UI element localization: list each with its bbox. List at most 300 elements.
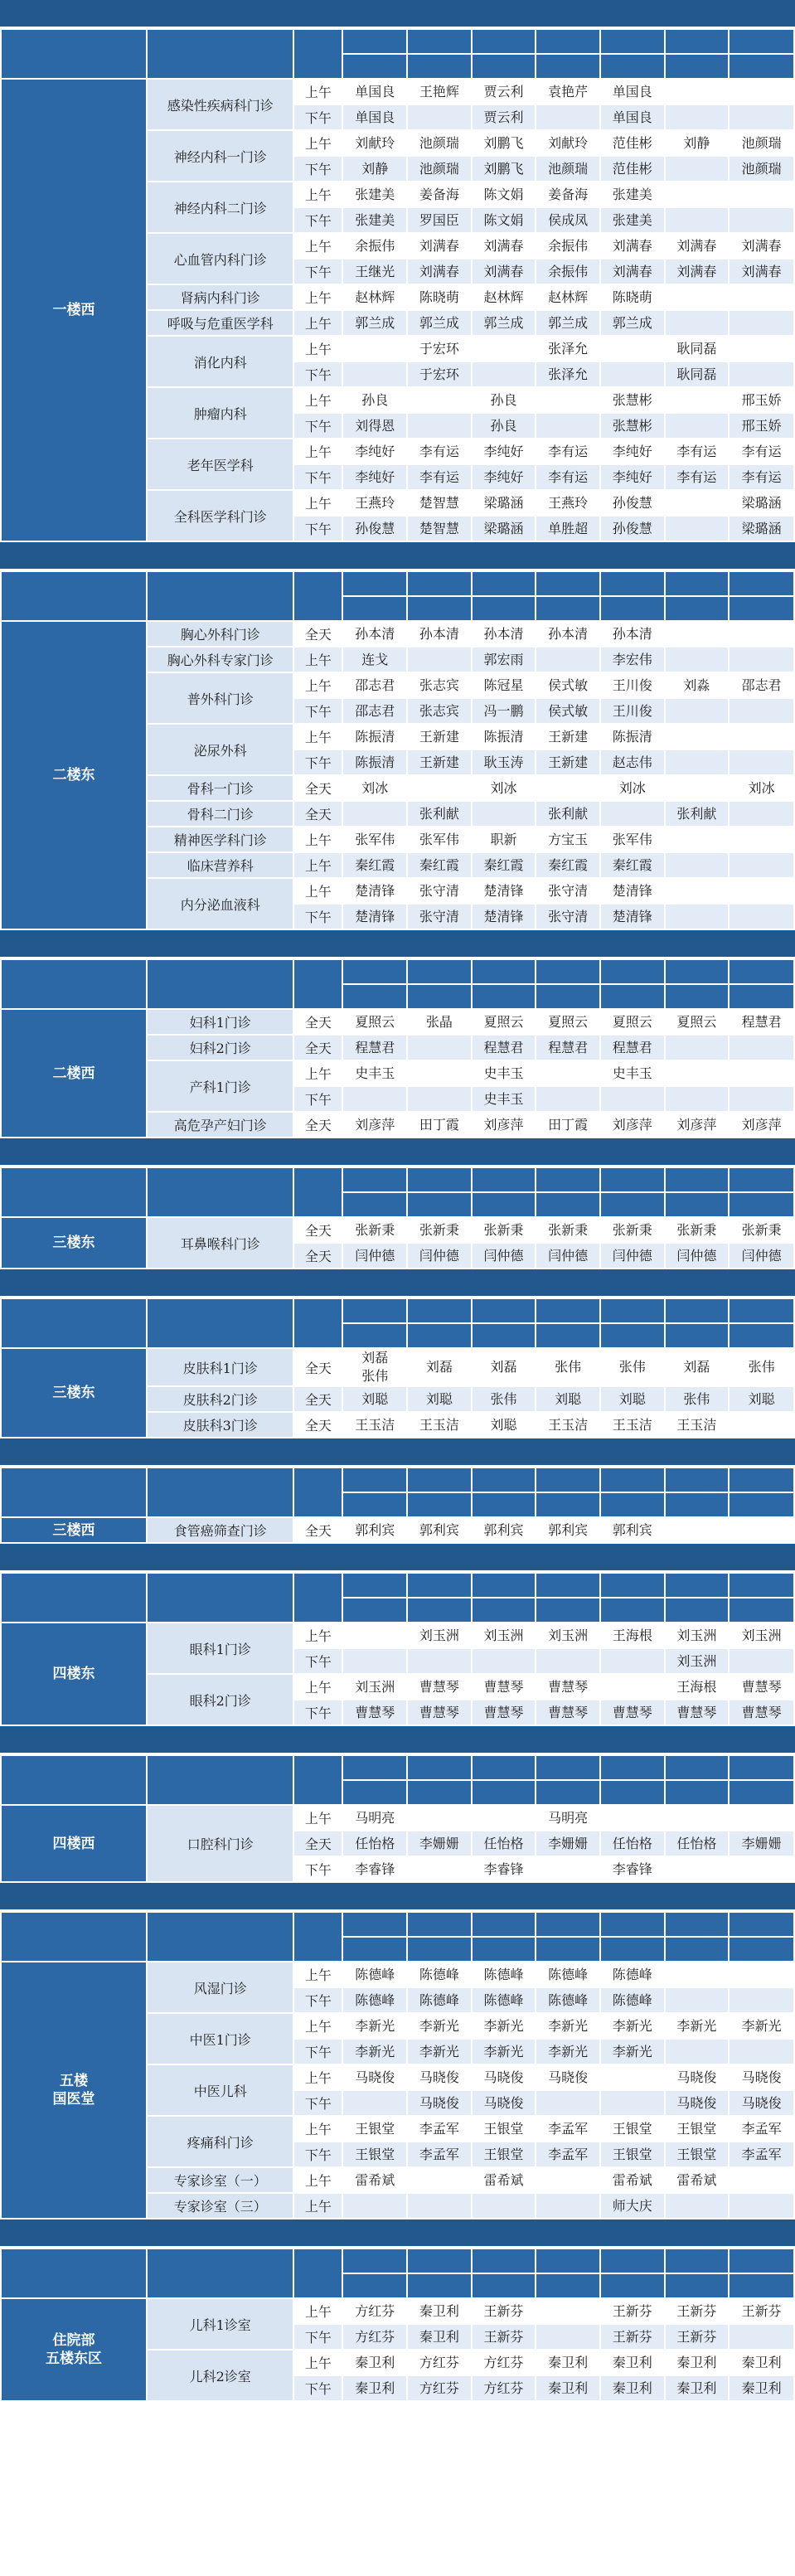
doctor-cell (342, 724, 407, 750)
doctor-cell (407, 2298, 472, 2324)
doctor-cell (665, 1243, 730, 1269)
doctor-name: 张建美 (355, 211, 395, 228)
doctor-name: 于宏环 (419, 340, 459, 357)
time-slot: 下午 (293, 2039, 342, 2064)
doctor-name: 王银堂 (676, 2120, 717, 2137)
doctor-cell (407, 1517, 472, 1543)
doctor-name: 陈振清 (355, 728, 395, 745)
doctor-name: 孙本清 (548, 625, 589, 642)
header-date (729, 2249, 794, 2273)
doctor-cell (407, 647, 472, 672)
doctor-name: 刘得恩 (355, 417, 395, 434)
doctor-cell (536, 130, 600, 156)
doctor-name: 刘献玲 (355, 134, 395, 151)
header-weekday (407, 54, 472, 79)
doctor-cell (472, 2013, 536, 2039)
doctor-cell (665, 775, 730, 801)
header-location (1, 29, 147, 79)
doctor-name: 王玉洁 (676, 1416, 717, 1433)
doctor-cell (407, 1623, 472, 1648)
doctor-cell (665, 439, 730, 464)
doctor-cell (407, 1086, 472, 1112)
header-date (665, 1912, 730, 1937)
doctor-name: 余振伟 (355, 237, 395, 254)
doctor-name: 梁璐涵 (741, 520, 782, 536)
header-date (665, 1167, 730, 1192)
doctor-cell (342, 2350, 407, 2375)
header-date (665, 29, 730, 54)
doctor-name: 王银堂 (612, 2120, 652, 2137)
doctor-name: 王玉洁 (419, 1416, 459, 1433)
header-date (600, 1167, 665, 1192)
doctor-cell (665, 1517, 730, 1543)
doctor-cell (536, 182, 600, 207)
doctor-cell (665, 1805, 730, 1831)
doctor-cell (665, 1386, 730, 1412)
doctor-cell (472, 1987, 536, 2013)
section-title (0, 1269, 795, 1298)
doctor-cell (729, 1060, 794, 1086)
doctor-name: 王川俊 (612, 702, 652, 719)
doctor-name: 侯式敏 (548, 677, 589, 693)
doctor-name: 李有运 (676, 468, 717, 485)
doctor-name: 刘鹏飞 (483, 160, 524, 177)
doctor-name: 王川俊 (612, 677, 652, 693)
dept-name: 老年医学科 (147, 439, 293, 490)
doctor-cell (472, 698, 536, 724)
doctor-cell (729, 1962, 794, 1987)
doctor-cell (536, 775, 600, 801)
doctor-name: 田丁霞 (548, 1116, 589, 1133)
doctor-cell (665, 621, 730, 647)
doctor-name: 池颜瑞 (419, 160, 459, 177)
doctor-cell (342, 182, 407, 207)
doctor-name: 李姗姗 (548, 1835, 589, 1851)
doctor-name: 王新建 (419, 754, 459, 770)
doctor-cell (600, 1009, 665, 1035)
doctor-name: 秦卫利 (548, 2354, 589, 2370)
doctor-cell (342, 207, 407, 233)
time-slot: 上午 (293, 182, 342, 207)
header-weekday (665, 54, 730, 79)
doctor-name: 单国良 (355, 83, 395, 99)
doctor-cell (729, 1217, 794, 1243)
doctor-name: 郭兰成 (548, 314, 589, 331)
doctor-name: 刘磊 张伟 (361, 1350, 389, 1384)
doctor-cell (729, 2324, 794, 2350)
doctor-name: 马晓俊 (419, 2069, 459, 2085)
doctor-name: 刘满春 (612, 237, 652, 254)
doctor-cell (536, 2142, 600, 2167)
doctor-cell (472, 2298, 536, 2324)
doctor-cell (342, 672, 407, 698)
header-date (472, 1912, 536, 1937)
doctor-name: 刘冰 (748, 779, 775, 796)
doctor-cell (407, 2350, 472, 2375)
doctor-cell (665, 1623, 730, 1648)
doctor-name: 单胜超 (548, 520, 589, 536)
header-date (472, 1298, 536, 1323)
doctor-name: 李有运 (741, 443, 782, 459)
time-slot: 下午 (293, 413, 342, 439)
time-slot: 上午 (293, 490, 342, 516)
time-slot: 全天 (293, 775, 342, 801)
section-title (0, 2219, 795, 2248)
doctor-cell (665, 1648, 730, 1674)
doctor-name: 楚清锋 (612, 908, 652, 924)
header-date (536, 1167, 600, 1192)
doctor-cell (729, 1856, 794, 1882)
doctor-name: 雷希斌 (676, 2171, 717, 2188)
doctor-cell (342, 1700, 407, 1725)
header-dept (147, 1573, 293, 1623)
doctor-cell (472, 2090, 536, 2116)
doctor-cell (536, 621, 600, 647)
doctor-cell (665, 516, 730, 541)
time-slot: 上午 (293, 852, 342, 878)
doctor-name: 任怡格 (355, 1835, 395, 1851)
dept-name: 眼科2门诊 (147, 1674, 293, 1725)
doctor-name: 秦卫利 (741, 2380, 782, 2396)
doctor-cell (342, 1674, 407, 1700)
doctor-cell (729, 2142, 794, 2167)
doctor-cell (536, 2039, 600, 2064)
dept-name: 儿科1诊室 (147, 2298, 293, 2350)
doctor-name: 闫仲德 (612, 1247, 652, 1264)
doctor-cell (407, 1831, 472, 1856)
dept-name: 产科1门诊 (147, 1060, 293, 1112)
doctor-cell (729, 310, 794, 336)
doctor-cell (665, 1217, 730, 1243)
doctor-name: 闫仲德 (741, 1247, 782, 1264)
doctor-cell (536, 647, 600, 672)
doctor-name: 池颜瑞 (419, 134, 459, 151)
doctor-cell (600, 1112, 665, 1138)
doctor-name: 张慧彬 (612, 417, 652, 434)
location-cell (1, 79, 147, 541)
doctor-cell (536, 852, 600, 878)
header-date-row (1, 1755, 794, 1780)
header-weekday (665, 1780, 730, 1805)
doctor-name: 孙良 (361, 391, 389, 408)
table-row (1, 621, 794, 647)
doctor-cell (729, 361, 794, 387)
doctor-cell (600, 284, 665, 310)
doctor-cell (536, 490, 600, 516)
doctor-cell (472, 104, 536, 130)
header-dept (147, 1298, 293, 1348)
time-slot: 全天 (293, 1831, 342, 1856)
doctor-name: 王银堂 (612, 2146, 652, 2162)
doctor-name: 刘玉洲 (419, 1627, 459, 1643)
doctor-cell (472, 1386, 536, 1412)
doctor-name: 闫仲德 (548, 1247, 589, 1264)
doctor-name: 方红芬 (355, 2302, 395, 2319)
dept-name: 儿科2诊室 (147, 2350, 293, 2401)
doctor-name: 刘满春 (741, 237, 782, 254)
dept-name: 心血管内科门诊 (147, 233, 293, 284)
doctor-cell (472, 413, 536, 439)
header-weekday (407, 1937, 472, 1962)
doctor-name: 赵林辉 (548, 289, 589, 305)
doctor-name: 秦卫利 (741, 2354, 782, 2370)
doctor-cell (472, 1962, 536, 1987)
header-weekday (342, 1780, 407, 1805)
header-date (600, 1467, 665, 1492)
doctor-name: 陈德峰 (548, 1991, 589, 2008)
doctor-cell (407, 827, 472, 852)
header-weekday (536, 1937, 600, 1962)
doctor-name: 王新芬 (483, 2328, 524, 2345)
doctor-cell (472, 1674, 536, 1700)
doctor-cell (342, 2375, 407, 2401)
doctor-cell (600, 1856, 665, 1882)
doctor-name: 夏照云 (355, 1013, 395, 1030)
header-date (472, 959, 536, 984)
doctor-name: 李新光 (355, 2043, 395, 2059)
doctor-cell (342, 1009, 407, 1035)
doctor-cell (600, 516, 665, 541)
dept-name: 内分泌血液科 (147, 878, 293, 929)
doctor-name: 师大庆 (612, 2197, 652, 2214)
doctor-name: 赵林辉 (483, 289, 524, 305)
doctor-cell (729, 1035, 794, 1060)
doctor-name: 单国良 (612, 109, 652, 125)
header-weekday (729, 1492, 794, 1517)
doctor-cell (472, 336, 536, 361)
doctor-name: 张守清 (419, 908, 459, 924)
doctor-cell (342, 852, 407, 878)
header-weekday (600, 1492, 665, 1517)
time-slot: 下午 (293, 2324, 342, 2350)
header-weekday (665, 1492, 730, 1517)
doctor-name: 马晓俊 (483, 2069, 524, 2085)
header-weekday (600, 1323, 665, 1348)
header-date (729, 29, 794, 54)
doctor-cell (536, 79, 600, 104)
header-date (342, 2249, 407, 2273)
doctor-cell (472, 79, 536, 104)
doctor-cell (342, 621, 407, 647)
header-weekday (600, 54, 665, 79)
doctor-cell (536, 104, 600, 130)
time-slot: 上午 (293, 724, 342, 750)
doctor-cell (472, 1517, 536, 1543)
schedule-table (0, 1167, 795, 1269)
time-slot: 下午 (293, 1856, 342, 1882)
doctor-cell (600, 1623, 665, 1648)
location-cell (1, 1517, 147, 1543)
doctor-name: 秦卫利 (612, 2354, 652, 2370)
doctor-cell (472, 1217, 536, 1243)
doctor-cell (665, 672, 730, 698)
doctor-cell (472, 827, 536, 852)
header-date (472, 571, 536, 596)
doctor-cell (665, 2039, 730, 2064)
doctor-name: 史丰玉 (483, 1065, 524, 1081)
doctor-cell (536, 156, 600, 182)
doctor-cell (536, 1348, 600, 1386)
doctor-cell (407, 1217, 472, 1243)
schedule-table (0, 28, 795, 542)
doctor-name: 李新光 (548, 2043, 589, 2059)
doctor-cell (665, 647, 730, 672)
doctor-cell (536, 310, 600, 336)
header-dept (147, 1912, 293, 1962)
doctor-cell (472, 750, 536, 775)
header-date-row (1, 29, 794, 54)
doctor-name: 王新芬 (676, 2328, 717, 2345)
doctor-cell (472, 2064, 536, 2090)
doctor-name: 闫仲德 (676, 1247, 717, 1264)
doctor-name: 楚智慧 (419, 520, 459, 536)
doctor-name: 张利献 (419, 805, 459, 822)
dept-name: 眼科1门诊 (147, 1623, 293, 1674)
doctor-cell (342, 413, 407, 439)
doctor-name: 刘聪 (425, 1390, 453, 1407)
doctor-cell (342, 1086, 407, 1112)
doctor-name: 邵志君 (741, 677, 782, 693)
header-date (472, 1573, 536, 1598)
header-weekday (342, 984, 407, 1009)
doctor-name: 王银堂 (355, 2120, 395, 2137)
doctor-cell (472, 1009, 536, 1035)
doctor-cell (665, 904, 730, 929)
doctor-cell (472, 2350, 536, 2375)
doctor-name: 程慧君 (355, 1039, 395, 1055)
dept-name: 中医儿科 (147, 2064, 293, 2116)
doctor-cell (407, 387, 472, 413)
doctor-name: 郭兰成 (483, 314, 524, 331)
doctor-cell (342, 1243, 407, 1269)
doctor-name: 张新秉 (419, 1221, 459, 1238)
header-weekday (407, 2273, 472, 2298)
header-date (407, 1467, 472, 1492)
dept-name: 消化内科 (147, 336, 293, 387)
doctor-cell (729, 1674, 794, 1700)
header-weekday (729, 1323, 794, 1348)
doctor-name: 楚清锋 (355, 908, 395, 924)
header-weekday (342, 596, 407, 621)
header-date (729, 1298, 794, 1323)
time-slot: 全天 (293, 1517, 342, 1543)
doctor-cell (536, 1086, 600, 1112)
doctor-name: 邵志君 (355, 702, 395, 719)
header-date-label (293, 1755, 342, 1805)
doctor-name: 李纯好 (355, 443, 395, 459)
header-date (600, 571, 665, 596)
header-date (536, 1467, 600, 1492)
doctor-cell (407, 233, 472, 259)
dept-name: 感染性疾病科门诊 (147, 79, 293, 130)
doctor-name: 王新建 (548, 754, 589, 770)
doctor-cell (472, 775, 536, 801)
doctor-cell (600, 1060, 665, 1086)
header-date-label (293, 959, 342, 1009)
table-row (1, 1805, 794, 1831)
time-slot: 上午 (293, 1623, 342, 1648)
doctor-cell (472, 130, 536, 156)
doctor-name: 刘冰 (490, 779, 517, 796)
doctor-name: 秦卫利 (419, 2302, 459, 2319)
doctor-name: 秦卫利 (676, 2380, 717, 2396)
doctor-cell (536, 1987, 600, 2013)
doctor-name: 秦红霞 (612, 856, 652, 873)
doctor-name: 刘彦萍 (612, 1116, 652, 1133)
doctor-name: 秦红霞 (483, 856, 524, 873)
doctor-name: 孙俊慧 (612, 494, 652, 511)
doctor-cell (342, 1856, 407, 1882)
doctor-cell (342, 2324, 407, 2350)
doctor-cell (472, 182, 536, 207)
time-slot: 下午 (293, 516, 342, 541)
header-dept (147, 1755, 293, 1805)
header-weekday (342, 1937, 407, 1962)
section-title (0, 1883, 795, 1911)
doctor-cell (729, 1086, 794, 1112)
time-slot: 上午 (293, 827, 342, 852)
doctor-cell (342, 1060, 407, 1086)
doctor-name: 孙本清 (483, 625, 524, 642)
header-date (342, 959, 407, 984)
doctor-name: 贾云利 (483, 109, 524, 125)
doctor-cell (665, 413, 730, 439)
doctor-cell (600, 698, 665, 724)
doctor-name: 闫仲德 (419, 1247, 459, 1264)
doctor-cell (600, 775, 665, 801)
doctor-cell (665, 852, 730, 878)
header-weekday (729, 1192, 794, 1217)
doctor-cell (342, 827, 407, 852)
doctor-cell (472, 1035, 536, 1060)
doctor-cell (536, 2167, 600, 2193)
doctor-name: 陈德峰 (483, 1991, 524, 2008)
doctor-cell (729, 259, 794, 284)
doctor-name: 刘聪 (748, 1390, 775, 1407)
time-slot: 全天 (293, 1412, 342, 1438)
dept-name: 口腔科门诊 (147, 1805, 293, 1882)
doctor-name: 李新光 (483, 2043, 524, 2059)
doctor-name: 李新光 (612, 2017, 652, 2034)
doctor-name: 李新光 (548, 2017, 589, 2034)
doctor-cell (472, 2142, 536, 2167)
dept-name: 胸心外科门诊 (147, 621, 293, 647)
doctor-cell (729, 1009, 794, 1035)
doctor-name: 李姗姗 (419, 1835, 459, 1851)
doctor-cell (600, 233, 665, 259)
doctor-cell (407, 284, 472, 310)
doctor-name: 王艳辉 (419, 83, 459, 99)
doctor-cell (665, 284, 730, 310)
doctor-name: 陈文娟 (483, 186, 524, 202)
doctor-cell (536, 2116, 600, 2142)
doctor-name: 郭利宾 (419, 1521, 459, 1538)
doctor-name: 李新光 (741, 2017, 782, 2034)
doctor-name: 曹慧琴 (676, 1704, 717, 1720)
doctor-cell (729, 104, 794, 130)
header-location (1, 571, 147, 621)
doctor-name: 刘聪 (490, 1416, 517, 1433)
doctor-name: 刘彦萍 (741, 1116, 782, 1133)
header-weekday (342, 1492, 407, 1517)
doctor-cell (536, 233, 600, 259)
doctor-cell (407, 2324, 472, 2350)
time-slot: 上午 (293, 336, 342, 361)
location-label: 二楼东 (52, 767, 95, 783)
header-date (342, 1167, 407, 1192)
table-row (1, 1217, 794, 1243)
doctor-name: 秦卫利 (612, 2380, 652, 2396)
